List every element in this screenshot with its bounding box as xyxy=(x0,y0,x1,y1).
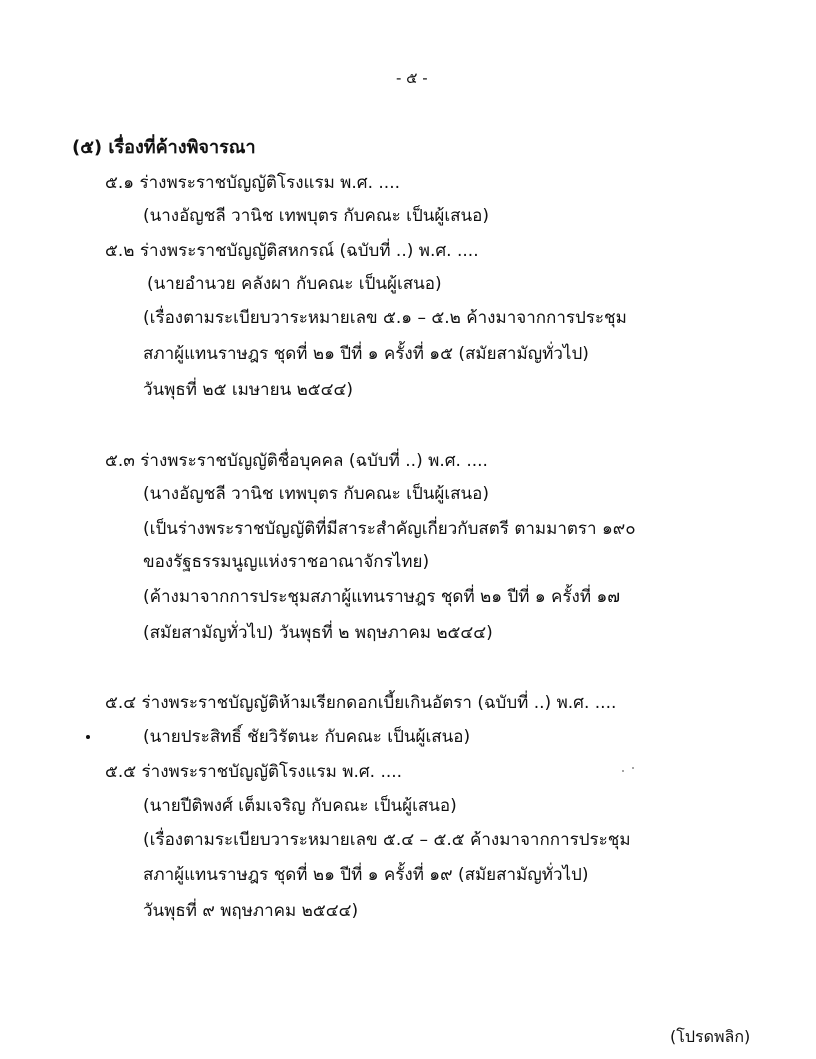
footer-note: (โปรดพลิก) xyxy=(670,1027,751,1046)
agenda-item-proposer: (นางอัญชลี วานิช เทพบุตร กับคณะ เป็นผู้เสนอ) xyxy=(143,484,489,504)
scan-speck xyxy=(632,767,634,769)
margin-dot xyxy=(86,735,90,739)
agenda-item-proposer: (นางอัญชลี วานิช เทพบุตร กับคณะ เป็นผู้เสนอ) xyxy=(143,206,489,226)
agenda-item-title: ๕.๓ ร่างพระราชบัญญัติชื่อบุคคล (ฉบับที่ ..) พ.ศ. .... xyxy=(105,451,488,471)
scan-speck xyxy=(622,770,624,772)
agenda-item-proposer: (นายอำนวย คลังผา กับคณะ เป็นผู้เสนอ) xyxy=(147,274,442,294)
agenda-item-note: วันพุธที่ ๙ พฤษภาคม ๒๕๔๔) xyxy=(143,901,359,921)
agenda-item-note: (สมัยสามัญทั่วไป) วันพุธที่ ๒ พฤษภาคม ๒๕๔๔) xyxy=(143,623,493,643)
agenda-item-note: (เป็นร่างพระราชบัญญัติที่มีสาระสำคัญเกี่ยวกับสตรี ตามมาตรา ๑๙๐ xyxy=(143,519,636,539)
agenda-item-note: (เรื่องตามระเบียบวาระหมายเลข ๕.๑ – ๕.๒ ค้างมาจากการประชุม xyxy=(143,308,627,328)
page-number: - ๕ - xyxy=(396,69,428,87)
agenda-item-title: ๕.๑ ร่างพระราชบัญญัติโรงแรม พ.ศ. .... xyxy=(105,173,401,193)
agenda-item-note: สภาผู้แทนราษฎร ชุดที่ ๒๑ ปีที่ ๑ ครั้งที่ ๑๙ (สมัยสามัญทั่วไป) xyxy=(143,865,589,885)
agenda-item-proposer: (นายประสิทธิ์ ชัยวิรัตนะ กับคณะ เป็นผู้เสนอ) xyxy=(143,727,471,747)
agenda-item-title: ๕.๔ ร่างพระราชบัญญัติห้ามเรียกดอกเบี้ยเกินอัตรา (ฉบับที่ ..) พ.ศ. .... xyxy=(105,693,617,713)
section-heading: (๕) เรื่องที่ค้างพิจารณา xyxy=(72,137,256,158)
agenda-item-note: ของรัฐธรรมนูญแห่งราชอาณาจักรไทย) xyxy=(143,552,430,572)
agenda-item-note: (เรื่องตามระเบียบวาระหมายเลข ๕.๔ – ๕.๕ ค้างมาจากการประชุม xyxy=(143,830,631,850)
agenda-item-note: สภาผู้แทนราษฎร ชุดที่ ๒๑ ปีที่ ๑ ครั้งที่ ๑๕ (สมัยสามัญทั่วไป) xyxy=(143,344,589,364)
agenda-item-title: ๕.๒ ร่างพระราชบัญญัติสหกรณ์ (ฉบับที่ ..) พ.ศ. .... xyxy=(105,241,479,261)
agenda-item-title: ๕.๕ ร่างพระราชบัญญัติโรงแรม พ.ศ. .... xyxy=(105,762,403,782)
agenda-item-note: (ค้างมาจากการประชุมสภาผู้แทนราษฎร ชุดที่ ๒๑ ปีที่ ๑ ครั้งที่ ๑๗ xyxy=(143,587,621,607)
agenda-item-proposer: (นายปีติพงศ์ เต็มเจริญ กับคณะ เป็นผู้เสนอ) xyxy=(143,796,457,816)
agenda-item-note: วันพุธที่ ๒๕ เมษายน ๒๕๔๔) xyxy=(143,380,354,400)
